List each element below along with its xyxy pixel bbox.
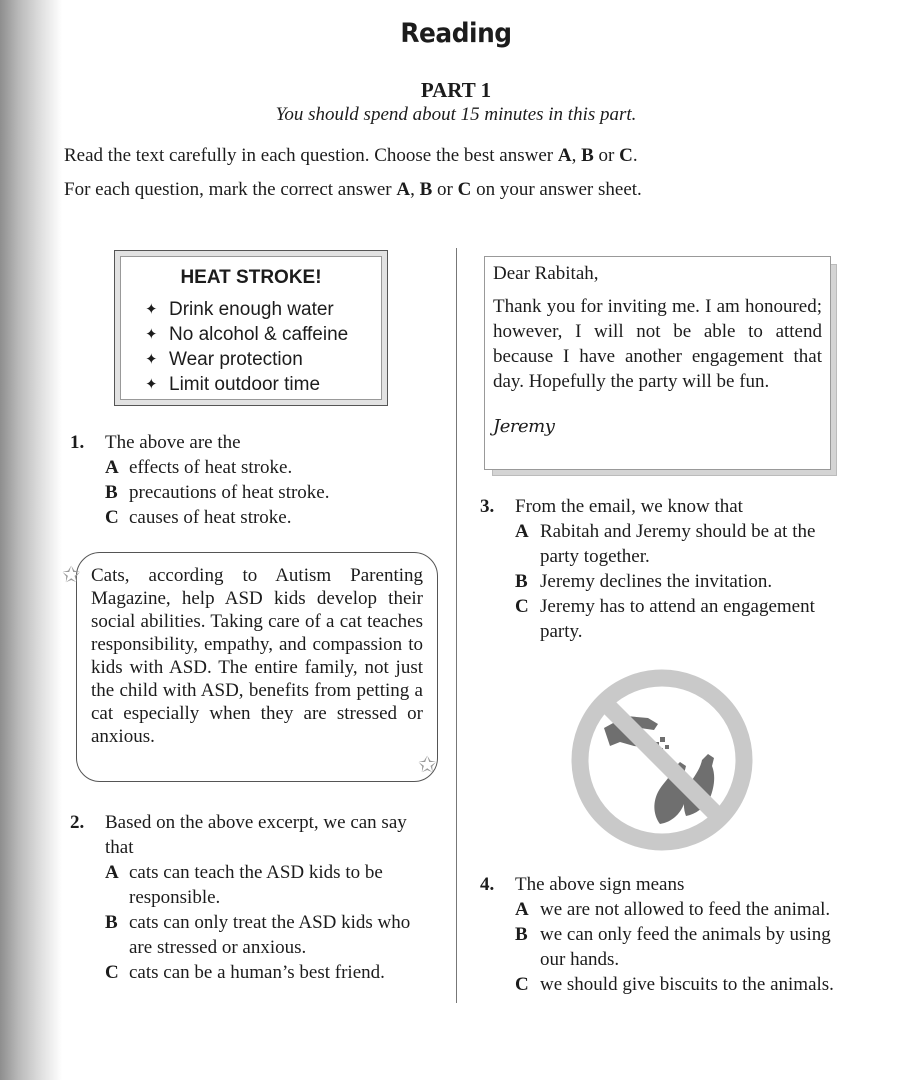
option-a: we are not allowed to feed the animal.: [540, 899, 831, 920]
question-4: 4. The above sign means A we are not allowed to feed the animal. B we can only feed the animals by using our hands. C we should give biscuits to the animals.: [480, 874, 834, 995]
question-number: 1.: [70, 432, 85, 453]
column-divider: [456, 248, 457, 1003]
question-number: 3.: [480, 496, 495, 517]
email-greeting: Dear Rabitah,: [493, 263, 599, 284]
option-a: Rabitah and Jeremy should be at the: [540, 521, 816, 542]
notice-item: ✦ Drink enough water: [145, 299, 334, 320]
page-title: Reading: [400, 18, 512, 49]
four-point-star-icon: ✦: [145, 351, 158, 368]
option-b: we can only feed the animals by using: [540, 924, 831, 945]
option-c: causes of heat stroke.: [129, 507, 292, 528]
option-c: we should give biscuits to the animals.: [540, 974, 834, 995]
question-number: 2.: [70, 812, 85, 833]
four-point-star-icon: ✦: [145, 376, 158, 393]
option-b: cats can only treat the ASD kids who: [129, 912, 411, 933]
excerpt-text: Cats, according to Autism Parenting Magazine, help ASD kids develop their social abilities. Taking care of a cat teaches responsibility, empathy, and compassion to kids with ASD. The entire family, not just the child with ASD, benefits from petting a cat especially when they are stressed or anxious.: [91, 565, 423, 747]
option-b: precautions of heat stroke.: [129, 482, 330, 503]
question-number: 4.: [480, 874, 495, 895]
email-signature: Jeremy: [493, 416, 555, 437]
instruction-line-2: For each question, mark the correct answer A, B or C on your answer sheet.: [64, 179, 642, 200]
option-b: Jeremy declines the invitation.: [540, 571, 773, 592]
star-icon: ✩: [62, 562, 81, 587]
question-stem: The above are the: [105, 432, 241, 453]
question-1: 1. The above are the A effects of heat stroke. B precautions of heat stroke. C causes of heat stroke.: [70, 432, 330, 528]
no-feeding-birds-sign-icon: [568, 666, 756, 859]
notice-title: HEAT STROKE!: [180, 267, 322, 288]
question-2: 2. Based on the above excerpt, we can say that A cats can teach the ASD kids to be responsible. B cats can only treat the ASD kids who are stressed or anxious. C cats can be a human’s best friend.: [70, 812, 411, 983]
heat-stroke-notice: [114, 250, 388, 406]
cat-excerpt: [76, 552, 438, 782]
option-c: Jeremy has to attend an engagement: [540, 596, 815, 617]
four-point-star-icon: ✦: [145, 301, 158, 318]
notice-item: ✦ Limit outdoor time: [145, 374, 321, 395]
email-body: Thank you for inviting me. I am honoured; however, I will not be able to attend because I have another engagement that day. Hopefully the party will be fun.: [493, 296, 822, 392]
notice-list: [145, 297, 381, 397]
time-note: You should spend about 15 minutes in this part.: [275, 104, 637, 125]
star-icon: ✩: [418, 752, 437, 777]
four-point-star-icon: ✦: [145, 326, 158, 343]
part-heading: PART 1: [420, 78, 492, 102]
question-3: 3. From the email, we know that A Rabitah and Jeremy should be at the party together. B Jeremy declines the invitation. C Jeremy has to attend an engagement party.: [480, 496, 816, 642]
page-fold-shadow: [0, 0, 62, 1080]
option-a: cats can teach the ASD kids to be: [129, 862, 383, 883]
notice-item: ✦ Wear protection: [145, 349, 303, 370]
question-stem: From the email, we know that: [515, 496, 743, 517]
instruction-line-1: Read the text carefully in each question. Choose the best answer A, B or C.: [64, 145, 638, 166]
notice-item: ✦ No alcohol & caffeine: [145, 324, 349, 345]
option-a: effects of heat stroke.: [129, 457, 293, 478]
option-c: cats can be a human’s best friend.: [129, 962, 385, 983]
email-card: [484, 256, 831, 470]
question-stem: The above sign means: [515, 874, 685, 895]
question-stem: Based on the above excerpt, we can say: [105, 812, 407, 833]
